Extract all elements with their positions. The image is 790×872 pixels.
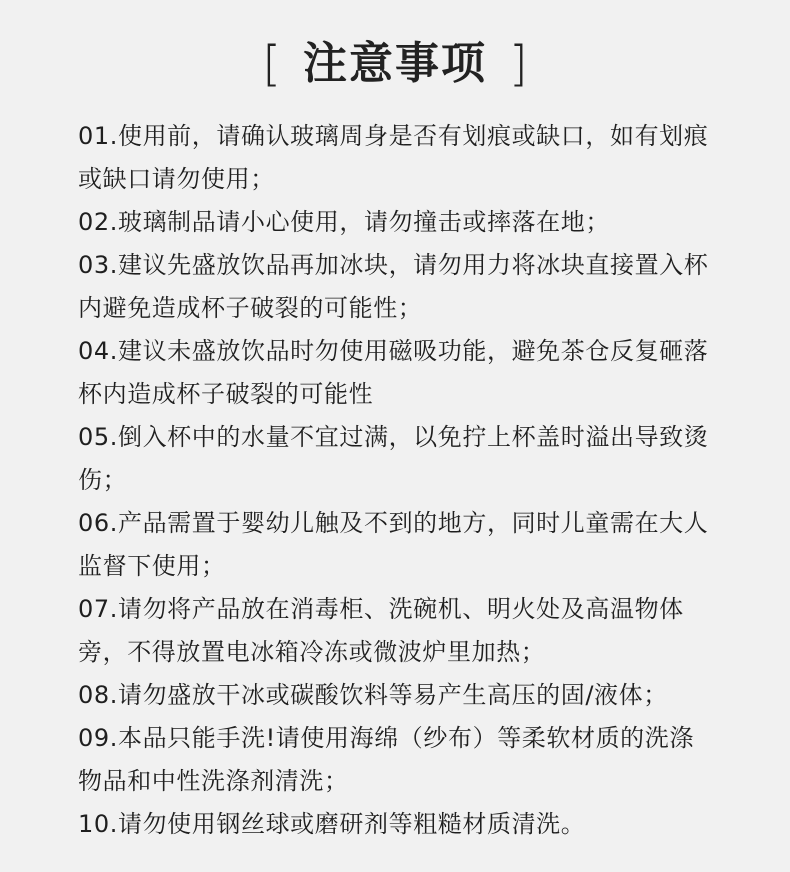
note-item: 08.请勿盛放干冰或碳酸饮料等易产生高压的固/液体； [78, 681, 668, 709]
note-item: 04.建议未盛放饮品时勿使用磁吸功能，避免茶仓反复砸落杯内造成杯子破裂的可能性 [78, 337, 709, 408]
note-item: 07.请勿将产品放在消毒柜、洗碗机、明火处及高温物体旁，不得放置电冰箱冷冻或微波炉里加热； [78, 595, 684, 666]
note-item: 05.倒入杯中的水量不宜过满，以免拧上杯盖时溢出导致烫伤； [78, 423, 709, 494]
title-text: 注意事项 [303, 38, 487, 89]
note-item: 03.建议先盛放饮品再加冰块，请勿用力将冰块直接置入杯内避免造成杯子破裂的可能性； [78, 251, 709, 322]
note-item: 01.使用前，请确认玻璃周身是否有划痕或缺口，如有划痕或缺口请勿使用； [78, 122, 709, 193]
page-title [0, 32, 790, 96]
title-right-bracket: ] [509, 36, 528, 92]
note-item: 09.本品只能手洗!请使用海绵（纱布）等柔软材质的洗涤物品和中性洗涤剂清洗； [78, 724, 694, 795]
note-item: 02.玻璃制品请小心使用，请勿撞击或摔落在地； [78, 208, 610, 236]
note-item: 06.产品需置于婴幼儿触及不到的地方，同时儿童需在大人监督下使用； [78, 509, 709, 580]
notes-list [78, 115, 718, 846]
title-left-bracket: [ [262, 36, 281, 92]
note-item: 10.请勿使用钢丝球或磨研剂等粗糙材质清洗。 [78, 810, 586, 838]
